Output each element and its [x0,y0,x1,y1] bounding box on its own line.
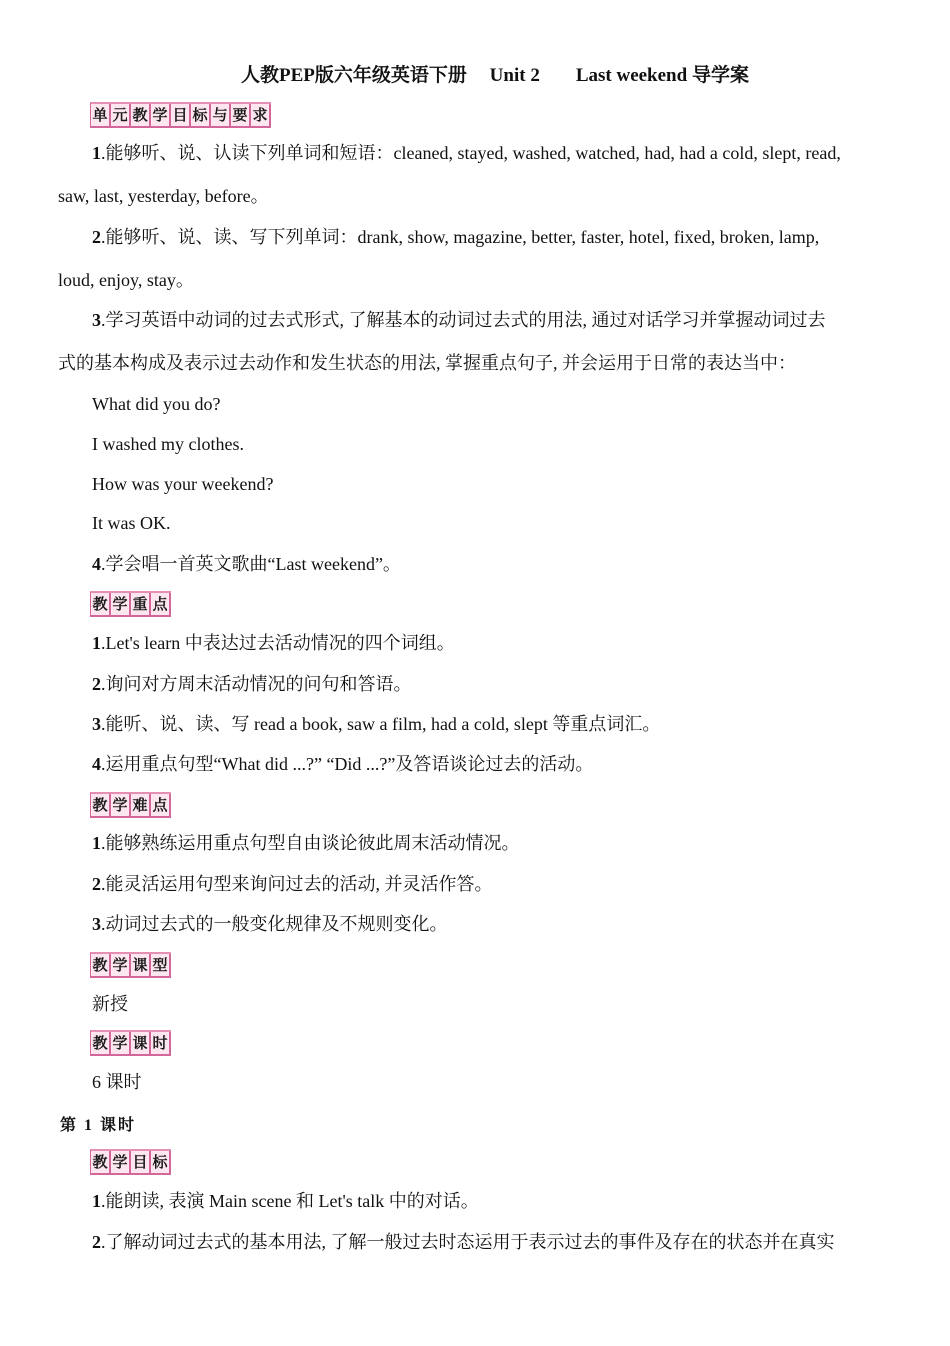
page-title [0,60,950,87]
item-text: .能灵活运用句型来询问过去的活动, 并灵活作答。 [101,874,493,894]
title-topic: Last weekend 导学案 [575,65,749,86]
difficulty-3 [92,912,448,936]
badge-char: 教 [91,1032,111,1054]
badge-char: 目 [131,1151,151,1173]
lesson-hours-value: 6 课时 [92,1072,142,1092]
item-number: 3 [92,914,101,934]
item-number: 1 [92,1191,101,1211]
badge-char: 点 [151,794,171,816]
goal-item-2 [92,225,819,249]
section-badge-unit-goals [90,102,271,128]
item-number: 2 [92,227,101,247]
example-sentence: How was your weekend? [92,474,274,494]
title-prefix: 人教PEP版六年级英语下册 [241,65,467,86]
badge-char: 学 [111,1151,131,1173]
lesson1-goal-2 [92,1230,835,1254]
badge-char: 标 [191,104,211,126]
badge-char: 型 [151,954,171,976]
item-text: .能听、说、读、写 read a book, saw a film, had a cold, slept 等重点词汇。 [101,714,661,734]
item-text: .能够听、说、读、写下列单词：drank, show, magazine, better, faster, hotel, fixed, broken, lamp, [101,227,820,247]
item-text: .能够听、说、认读下列单词和短语：cleaned, stayed, washed, watched, had, had a cold, slept, read, [101,143,841,163]
badge-char: 教 [91,1151,111,1173]
key-point-1 [92,631,455,655]
goal-item-3 [92,308,826,332]
item-text: .能够熟练运用重点句型自由谈论彼此周末活动情况。 [101,833,520,853]
key-point-3 [92,712,660,736]
item-text: .动词过去式的一般变化规律及不规则变化。 [101,914,448,934]
key-point-4 [92,752,593,776]
badge-char: 教 [91,794,111,816]
goal-item-1-cont: saw, last, yesterday, before。 [58,186,269,206]
key-point-2 [92,672,412,696]
badge-char: 学 [111,593,131,615]
badge-char: 学 [111,794,131,816]
difficulty-1 [92,831,520,855]
item-number: 2 [92,1232,101,1252]
badge-char: 学 [151,104,171,126]
goal-item-1 [92,141,841,165]
title-unit: Unit 2 [489,65,540,86]
example-sentence: What did you do? [92,394,221,414]
badge-char: 课 [131,1032,151,1054]
difficulty-2 [92,872,493,896]
item-number: 2 [92,874,101,894]
item-text: .询问对方周末活动情况的问句和答语。 [101,674,412,694]
badge-char: 要 [231,104,251,126]
badge-char: 元 [111,104,131,126]
badge-char: 重 [131,593,151,615]
example-sentence: I washed my clothes. [92,434,244,454]
item-text: .能朗读, 表演 Main scene 和 Let's talk 中的对话。 [101,1191,479,1211]
badge-char: 与 [211,104,231,126]
item-number: 4 [92,754,101,774]
section-badge-lesson1-goals [90,1149,171,1175]
item-number: 1 [92,633,101,653]
goal-item-3-cont: 式的基本构成及表示过去动作和发生状态的用法, 掌握重点句子, 并会运用于日常的表达当中： [58,353,796,373]
section-badge-lesson-type [90,952,171,978]
example-sentence: It was OK. [92,513,171,533]
item-number: 3 [92,714,101,734]
badge-char: 学 [111,954,131,976]
badge-char: 目 [171,104,191,126]
lesson-type-value: 新授 [92,994,128,1014]
badge-char: 教 [91,954,111,976]
section-badge-difficulties [90,792,171,818]
goal-item-4 [92,552,401,576]
goal-item-2-cont: loud, enjoy, stay。 [58,270,194,290]
badge-char: 教 [131,104,151,126]
badge-char: 点 [151,593,171,615]
item-text: .学会唱一首英文歌曲“Last weekend”。 [101,554,401,574]
section-badge-lesson-hours [90,1030,171,1056]
item-number: 3 [92,310,101,330]
badge-char: 求 [251,104,271,126]
item-text: .Let's learn 中表达过去活动情况的四个词组。 [101,633,455,653]
badge-char: 学 [111,1032,131,1054]
badge-char: 时 [151,1032,171,1054]
badge-char: 单 [91,104,111,126]
section-badge-key-points [90,591,171,617]
item-number: 2 [92,674,101,694]
item-text: .了解动词过去式的基本用法, 了解一般过去时态运用于表示过去的事件及存在的状态并在真实 [101,1232,835,1252]
item-number: 1 [92,833,101,853]
item-number: 4 [92,554,101,574]
item-number: 1 [92,143,101,163]
badge-char: 标 [151,1151,171,1173]
badge-char: 教 [91,593,111,615]
lesson-1-heading: 第 1 课时 [60,1117,137,1134]
item-text: .学习英语中动词的过去式形式, 了解基本的动词过去式的用法, 通过对话学习并掌握动词过去 [101,310,826,330]
item-text: .运用重点句型“What did ...?” “Did ...?”及答语谈论过去的活动。 [101,754,594,774]
lesson1-goal-1 [92,1189,479,1213]
badge-char: 难 [131,794,151,816]
badge-char: 课 [131,954,151,976]
